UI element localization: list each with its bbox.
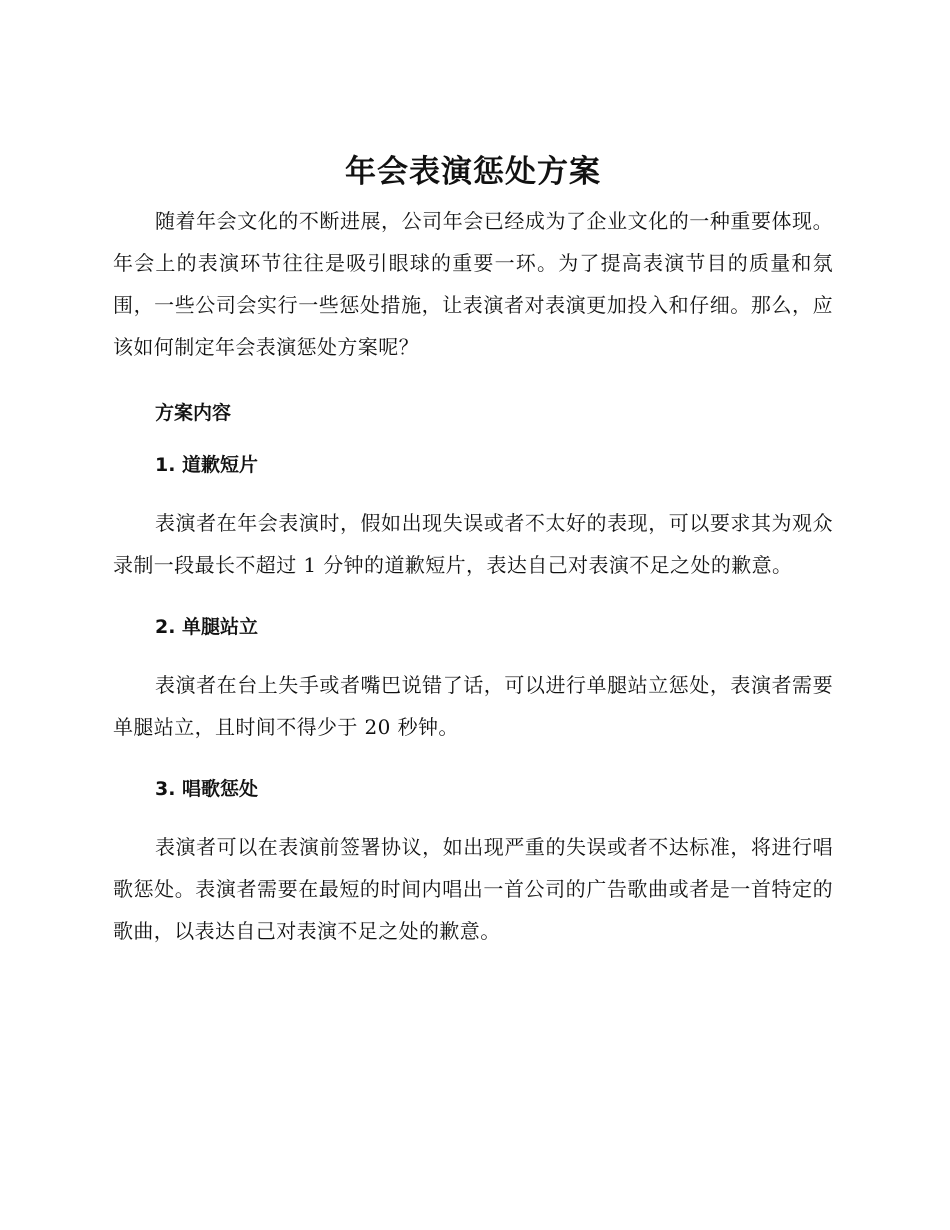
intro-paragraph: 随着年会文化的不断进展，公司年会已经成为了企业文化的一种重要体现。年会上的表演环节往往是吸引眼球的重要一环。为了提高表演节目的质量和氛围，一些公司会实行一些惩处措施，让表演者对表演更加投入和仔细。那么，应该如何制定年会表演惩处方案呢？ [113, 209, 833, 359]
document-page [113, 150, 833, 952]
document-title: 年会表演惩处方案 [345, 154, 601, 190]
item-heading-3: 3. 唱歌惩处 [155, 778, 259, 800]
section-heading: 方案内容 [155, 402, 232, 424]
item-heading-1: 1. 道歉短片 [155, 454, 259, 476]
item-heading-2: 2. 单腿站立 [155, 616, 259, 638]
item-body-3: 表演者可以在表演前签署协议，如出现严重的失误或者不达标准，将进行唱歌惩处。表演者需要在最短的时间内唱出一首公司的广告歌曲或者是一首特定的歌曲，以表达自己对表演不足之处的歉意。 [113, 835, 833, 943]
item-body-2: 表演者在台上失手或者嘴巴说错了话，可以进行单腿站立惩处，表演者需要单腿站立，且时间不得少于 20 秒钟。 [113, 673, 833, 739]
item-body-1: 表演者在年会表演时，假如出现失误或者不太好的表现，可以要求其为观众录制一段最长不超过 1 分钟的道歉短片，表达自己对表演不足之处的歉意。 [113, 511, 833, 577]
